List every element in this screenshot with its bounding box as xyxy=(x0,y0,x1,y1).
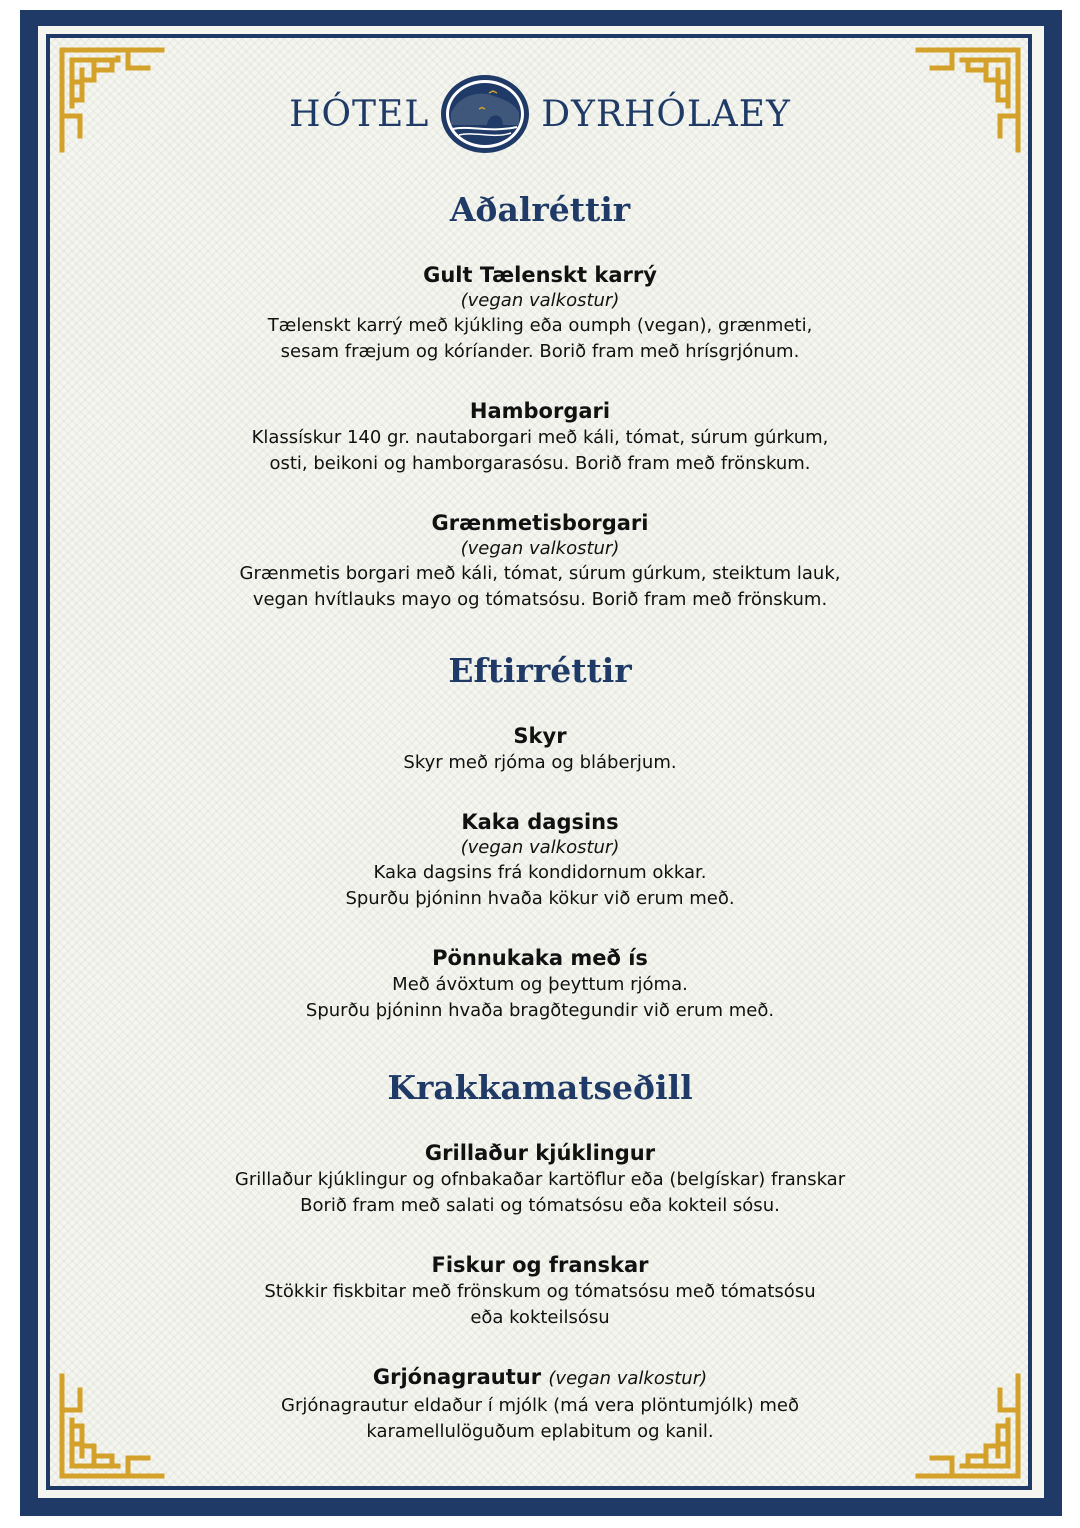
dish-description: Stökkir fiskbitar með frönskum og tómatsósu með tómatsósu xyxy=(264,1281,816,1302)
dyrholaey-arch-emblem-icon xyxy=(439,73,531,155)
menu-item xyxy=(0,1251,1080,1331)
dish-description: Spurðu þjóninn hvaða bragðtegundir við erum með. xyxy=(305,1000,775,1021)
vegan-note: (vegan valkostur) xyxy=(548,1368,708,1389)
section-title: Krakkamatseðill xyxy=(387,1068,693,1107)
dish-name: Kaka dagsins xyxy=(461,810,619,834)
vegan-note: (vegan valkostur) xyxy=(460,837,620,858)
menu-item xyxy=(0,261,1080,365)
dish-name: Grænmetisborgari xyxy=(431,511,649,535)
menu-item xyxy=(0,944,1080,1024)
dish-name: Grillaður kjúklingur xyxy=(424,1141,656,1165)
dish-description: Grænmetis borgari með káli, tómat, súrum gúrkum, steiktum lauk, xyxy=(239,563,841,584)
dish-description: karamellulöguðum eplabitum og kanil. xyxy=(366,1421,714,1442)
dish-name: Hamborgari xyxy=(469,399,611,423)
menu-item xyxy=(0,1139,1080,1219)
dish-description: Spurðu þjóninn hvaða kökur við erum með. xyxy=(345,888,735,909)
menu-item xyxy=(0,509,1080,613)
dish-description: Kaka dagsins frá kondidornum okkar. xyxy=(373,862,707,883)
dish-name: Fiskur og franskar xyxy=(431,1253,649,1277)
dish-name: Gult Tælenskt karrý xyxy=(423,263,657,287)
menu-content xyxy=(0,190,1080,1445)
vegan-note: (vegan valkostur) xyxy=(460,290,620,311)
dish-name: Grjónagrautur xyxy=(372,1365,542,1389)
dish-description: vegan hvítlauks mayo og tómatsósu. Borið fram með frönskum. xyxy=(252,589,828,610)
dish-description: Skyr með rjóma og bláberjum. xyxy=(403,752,677,773)
menu-item xyxy=(0,722,1080,776)
dish-description: eða kokteilsósu xyxy=(470,1307,610,1328)
hotel-logo xyxy=(0,72,1080,156)
section-title: Eftirréttir xyxy=(448,651,632,690)
dish-description: Tælenskt karrý með kjúkling eða oumph (vegan), grænmeti, xyxy=(267,315,813,336)
dish-name: Pönnukaka með ís xyxy=(432,946,648,970)
dish-description: Borið fram með salati og tómatsósu eða kokteil sósu. xyxy=(300,1195,780,1216)
dish-description: osti, beikoni og hamborgarasósu. Borið fram með frönskum. xyxy=(269,453,811,474)
dish-name-row xyxy=(0,1363,1080,1393)
dish-name: Skyr xyxy=(513,724,567,748)
brand-left: HÓTEL xyxy=(289,93,430,135)
dish-description: Grillaður kjúklingur og ofnbakaðar kartöflur eða (belgískar) franskar xyxy=(234,1169,846,1190)
dish-description: Grjónagrautur eldaður í mjólk (má vera plöntumjólk) með xyxy=(281,1395,799,1416)
dish-description: sesam fræjum og kóríander. Borið fram með hrísgrjónum. xyxy=(280,341,800,362)
dish-description: Klassískur 140 gr. nautaborgari með káli, tómat, súrum gúrkum, xyxy=(251,427,829,448)
menu-item xyxy=(0,808,1080,912)
brand-right: DYRHÓLAEY xyxy=(541,93,791,135)
section-title: Aðalréttir xyxy=(449,190,631,229)
menu-item xyxy=(0,1363,1080,1445)
dish-description: Með ávöxtum og þeyttum rjóma. xyxy=(392,974,688,995)
menu-item xyxy=(0,397,1080,477)
vegan-note: (vegan valkostur) xyxy=(460,538,620,559)
